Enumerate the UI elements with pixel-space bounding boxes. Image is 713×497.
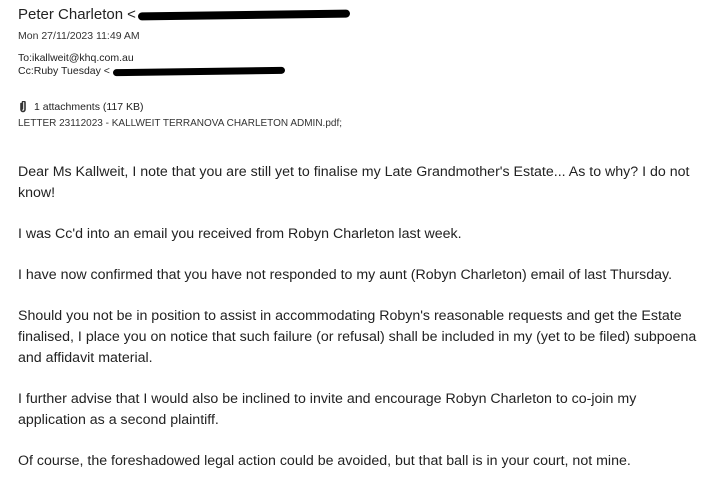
sent-date: Mon 27/11/2023 11:49 AM bbox=[18, 30, 140, 42]
paperclip-icon bbox=[18, 101, 28, 113]
sender-row bbox=[18, 4, 703, 24]
email-header bbox=[18, 4, 703, 129]
to-recipient[interactable]: To:ikallweit@khq.com.au bbox=[18, 52, 134, 64]
body-paragraph: I have now confirmed that you have not responded to my aunt (Robyn Charleton) email of last Thursday. bbox=[18, 267, 673, 283]
body-paragraph: Dear Ms Kallweit, I note that you are still yet to finalise my Late Grandmother's Estate... As to why? I do not know! bbox=[18, 164, 690, 201]
redaction-bar bbox=[138, 10, 350, 21]
cc-row bbox=[18, 65, 703, 77]
body-paragraph: I was Cc'd into an email you received from Robyn Charleton last week. bbox=[18, 226, 462, 242]
sender-name[interactable]: Peter Charleton bbox=[18, 5, 124, 23]
redaction-bar bbox=[113, 66, 285, 75]
attachments-summary-row[interactable] bbox=[18, 101, 703, 113]
attachment-filename[interactable]: LETTER 23112023 - KALLWEIT TERRANOVA CHARLETON ADMIN.pdf; bbox=[18, 118, 343, 129]
attachments-summary: 1 attachments (117 KB) bbox=[34, 101, 144, 113]
body-paragraph: Should you not be in position to assist in accommodating Robyn's reasonable requests and get the Estate finalised, I place you on notice that such failure (or refusal) shall be included in my (yet to be filed) subpoena and affidavit material. bbox=[18, 308, 697, 366]
body-paragraph: I further advise that I would also be inclined to invite and encourage Robyn Charleton to co-join my application as a second plaintiff. bbox=[18, 391, 637, 428]
body-paragraph: Of course, the foreshadowed legal action could be avoided, but that ball is in your court, not mine. bbox=[18, 453, 631, 469]
cc-recipient[interactable]: Cc:Ruby Tuesday < bbox=[18, 65, 110, 77]
email-body bbox=[18, 162, 702, 492]
sender-address-open: < bbox=[127, 5, 136, 23]
